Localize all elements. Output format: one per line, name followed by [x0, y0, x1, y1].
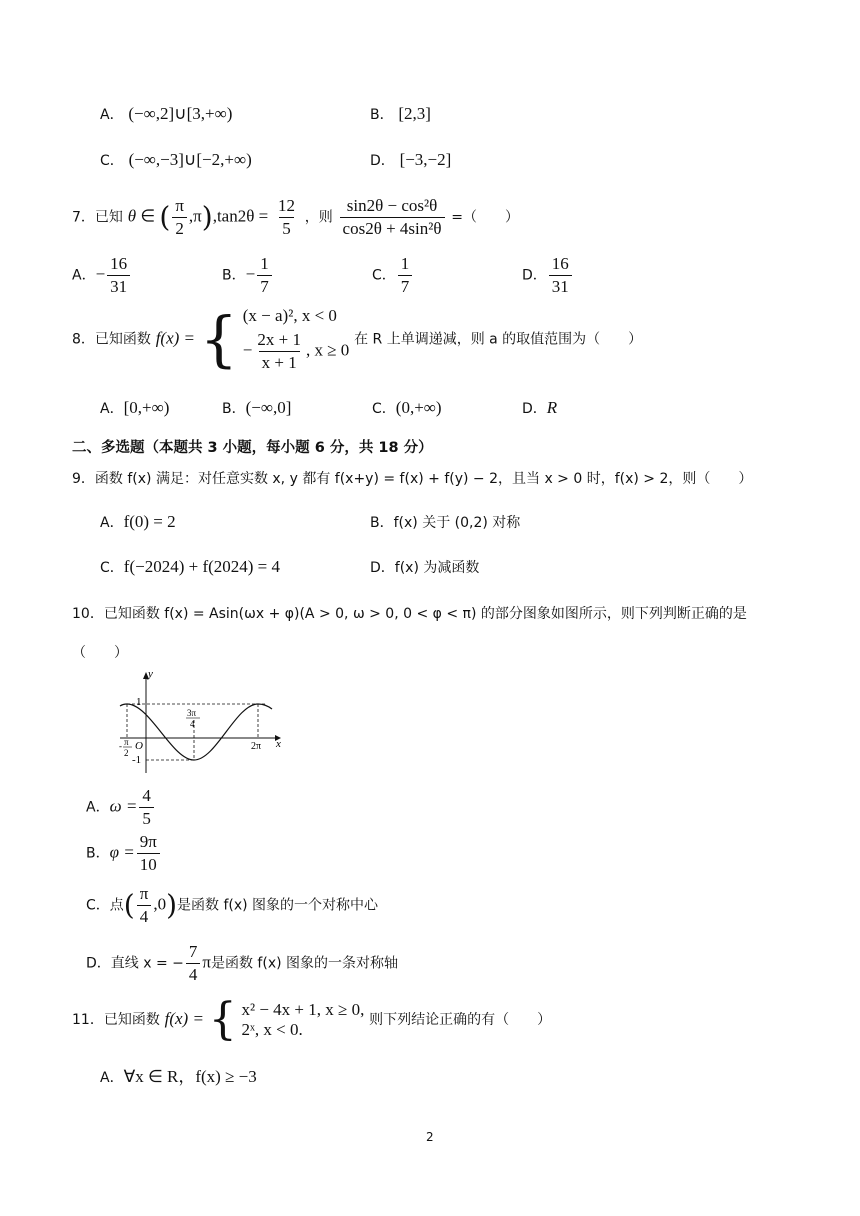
- neg-half-pi-num: π: [124, 737, 129, 747]
- one-label: 1: [136, 696, 142, 708]
- x-label: x: [276, 738, 281, 750]
- q6-option-b: B． [2,3]: [370, 104, 431, 123]
- q8-stem: 8．已知函数 f(x) = { (x − a)², x < 0 − $\frac{2x + 1}{x + 1}$ , x ≥ 0 在 R 上单调递减，则 a 的取值范围为（ ）: [72, 304, 643, 375]
- q10-option-b: B．φ = $\frac{9\pi}{10}$: [86, 832, 162, 875]
- q7-option-c: C． $\frac{1}{7}$: [372, 254, 414, 297]
- q7-stem: 7．已知 θ ∈ ( $\frac{\pi}{2}$ ,π),tan2θ = $\frac{12}{5}$ ，则 $\frac{\text{sin2θ − cos²θ}}{\text{cos2θ + 4sin²θ}}$ =（ ）: [72, 196, 520, 238]
- q10-option-c: C．点( $\frac{\pi}{4}$ ,0)是函数 f(x) 图象的一个对称中心: [86, 884, 379, 926]
- origin-label: O: [135, 740, 143, 752]
- q10-stem: 10．已知函数 f(x) = Asin(ωx + φ)(A > 0, ω > 0, 0 < φ < π) 的部分图象如图所示，则下列判断正确的是: [72, 606, 747, 622]
- q6-option-a: A． (−∞,2]∪[3,+∞): [100, 104, 233, 123]
- neg-half-pi-den: 2: [124, 748, 129, 758]
- neg-sign-label: -: [119, 741, 122, 751]
- q11-stem: 11．已知函数 f(x) = { x² − 4x + 1, x ≥ 0, 2ˣ, x < 0. 则下列结论正确的有（ ）: [72, 994, 552, 1045]
- y-label: y: [148, 668, 153, 680]
- q8-option-a: A．[0,+∞): [100, 398, 170, 417]
- q6-option-c: C． (−∞,−3]∪[−2,+∞): [100, 150, 252, 169]
- q7-option-b: B．− $\frac{1}{7}$: [222, 254, 274, 297]
- q9-option-b: B．f(x) 关于 (0,2) 对称: [370, 515, 521, 531]
- three-quarter-pi-den: 4: [190, 719, 195, 729]
- q9-option-a: A．f(0) = 2: [100, 512, 176, 531]
- q6-option-c-math: (−∞,−3]∪[−2,+∞): [128, 150, 252, 169]
- q6-option-a-math: (−∞,2]∪[3,+∞): [128, 104, 233, 123]
- q10-option-a: A．ω = $\frac{4}{5}$: [86, 786, 156, 829]
- q8-option-d: D．R: [522, 398, 558, 417]
- q9-stem: 9．函数 f(x) 满足：对任意实数 x, y 都有 f(x+y) = f(x) + f(y) − 2，且当 x > 0 时，f(x) > 2，则（ ）: [72, 471, 753, 487]
- q9-option-c: C．f(−2024) + f(2024) = 4: [100, 557, 281, 576]
- q11-option-a: A．∀x ∈ R，f(x) ≥ −3: [100, 1067, 257, 1086]
- q6-option-d-math: [−3,−2]: [399, 150, 452, 169]
- neg-one-label: -1: [132, 754, 142, 766]
- q7-option-a: A．− $\frac{16}{31}$: [72, 254, 132, 297]
- three-quarter-pi-num: 3π: [187, 708, 197, 718]
- q10-bracket: （ ）: [72, 645, 128, 661]
- q8-option-b: B．(−∞,0]: [222, 398, 292, 417]
- q6-option-b-math: [2,3]: [398, 104, 431, 123]
- q10-option-d: D．直线 x = − $\frac{7}{4}$ π是函数 f(x) 图象的一条对称轴: [86, 942, 399, 984]
- q7-expression: $\frac{\text{sin2θ − cos²θ}}{\text{cos2θ + 4sin²θ}}$: [340, 196, 445, 239]
- q7-option-d: D． $\frac{16}{31}$: [522, 254, 574, 297]
- q10-graph: [110, 665, 285, 775]
- two-pi-label: 2π: [251, 741, 262, 752]
- q6-option-d: D． [−3,−2]: [370, 150, 452, 169]
- q8-option-c: C．(0,+∞): [372, 398, 442, 417]
- section-header: 二、多选题（本题共 3 小题，每小题 6 分，共 18 分）: [72, 440, 433, 456]
- q7-tan-fraction: $\frac{12}{5}$: [277, 196, 295, 238]
- page-number: 2: [426, 1130, 434, 1144]
- q9-option-d: D．f(x) 为减函数: [370, 560, 480, 576]
